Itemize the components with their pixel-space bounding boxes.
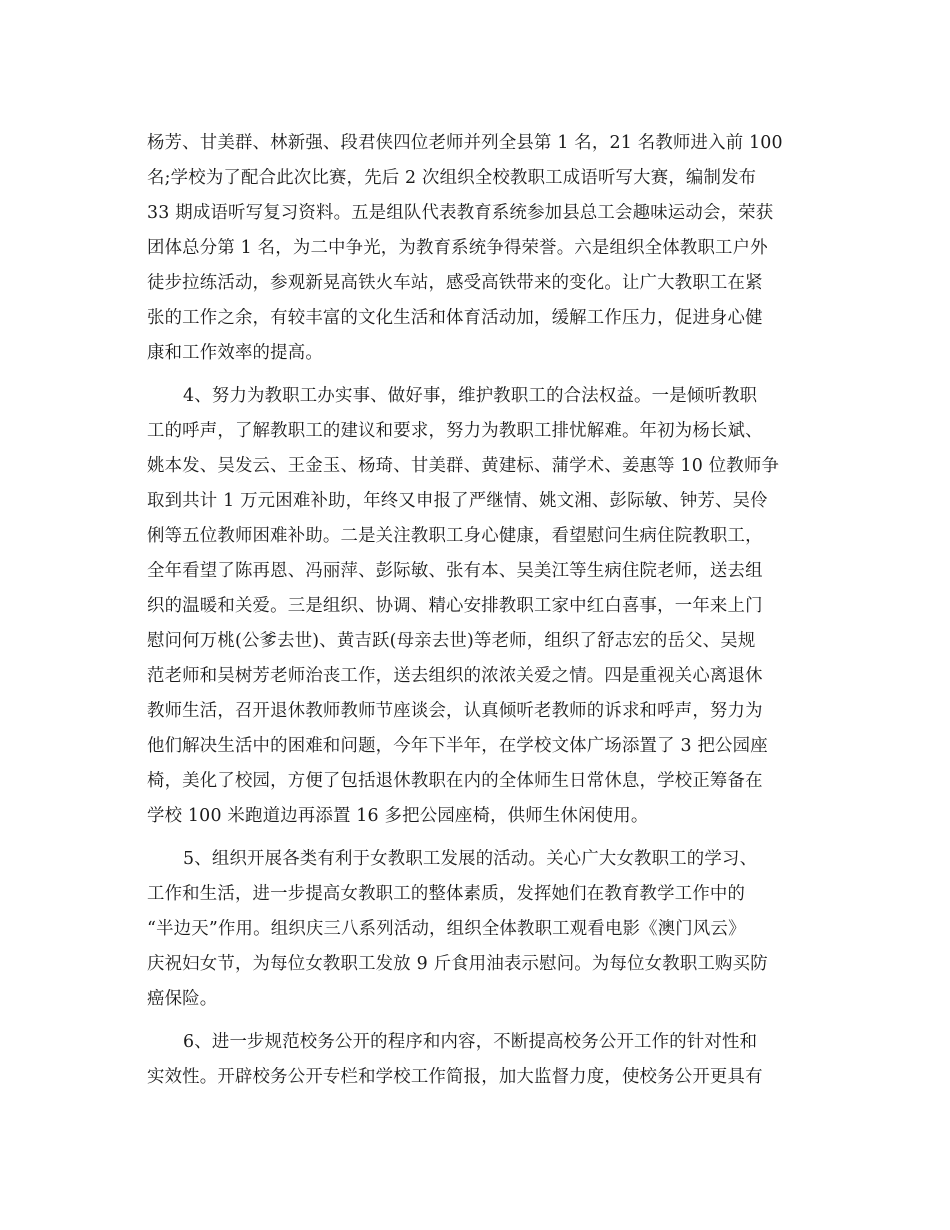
text-line: 33 期成语听写复习资料。五是组队代表教育系统参加县总工会趣味运动会，荣获 [147,203,774,223]
paragraph-start-line: 4、努力为教职工办实事、做好事，维护教职工的合法权益。一是倾听教职 [183,386,758,406]
text-line: 徒步拉练活动，参观新晃高铁火车站，感受高铁带来的变化。让广大教职工在紧 [147,273,763,293]
paragraph-start-line: 5、组织开展各类有利于女教职工发展的活动。关心广大女教职工的学习、 [183,849,758,869]
text-line: 姚本发、吴发云、王金玉、杨琦、甘美群、黄建标、蒲学术、姜惠等 10 位教师争 [147,456,780,476]
text-line: 康和工作效率的提高。 [147,343,323,363]
text-line: 教师生活，召开退休教师教师节座谈会，认真倾听老教师的诉求和呼声，努力为 [147,701,763,721]
text-line: 实效性。开辟校务公开专栏和学校工作简报，加大监督力度，使校务公开更具有 [147,1067,763,1087]
text-line: 工作和生活，进一步提高女教职工的整体素质，发挥她们在教育教学工作中的 [147,884,746,904]
text-line: 俐等五位教师困难补助。二是关注教职工身心健康，看望慰问生病住院教职工， [147,526,763,546]
text-line: 庆祝妇女节，为每位女教职工发放 9 斤食用油表示慰问。为每位女教职工购买防 [147,954,768,974]
text-line: 团体总分第 1 名，为二中争光，为教育系统争得荣誉。六是组织全体教职工户外 [147,238,768,258]
text-line: 慰问何万桃(公爹去世)、黄吉跃(母亲去世)等老师，组织了舒志宏的岳父、吴规 [147,631,756,651]
text-line: 全年看望了陈再恩、冯丽萍、彭际敏、张有本、吴美江等生病住院老师，送去组 [147,561,763,581]
text-line: 癌保险。 [147,989,218,1009]
text-line: 工的呼声，了解教职工的建议和要求，努力为教职工排忧解难。年初为杨长斌、 [147,421,763,441]
text-line: 名;学校为了配合此次比赛，先后 2 次组织全校教职工成语听写大赛，编制发布 [147,168,757,188]
text-line: 织的温暖和关爱。三是组织、协调、精心安排教职工家中红白喜事，一年来上门 [147,596,763,616]
text-line: 取到共计 1 万元困难补助，年终又申报了严继情、姚文湘、彭际敏、钟芳、吴伶 [147,491,768,511]
text-line: 学校 100 米跑道边再添置 16 多把公园座椅，供师生休闲使用。 [147,806,649,826]
paragraph-start-line: 6、进一步规范校务公开的程序和内容，不断提高校务公开工作的针对性和 [183,1032,758,1052]
text-line: 他们解决生活中的困难和问题，今年下半年，在学校文体广场添置了 3 把公园座 [147,736,768,756]
text-line: 椅，美化了校园，方便了包括退休教职在内的全体师生日常休息，学校正筹备在 [147,771,763,791]
text-line: 杨芳、甘美群、林新强、段君侠四位老师并列全县第 1 名，21 名教师进入前 100 [147,133,783,153]
text-line: 张的工作之余，有较丰富的文化生活和体育活动加，缓解工作压力，促进身心健 [147,308,763,328]
text-line: “半边天”作用。组织庆三八系列活动，组织全体教职工观看电影《澳门风云》 [147,919,746,939]
text-line: 范老师和吴树芳老师治丧工作，送去组织的浓浓关爱之情。四是重视关心离退休 [147,666,763,686]
